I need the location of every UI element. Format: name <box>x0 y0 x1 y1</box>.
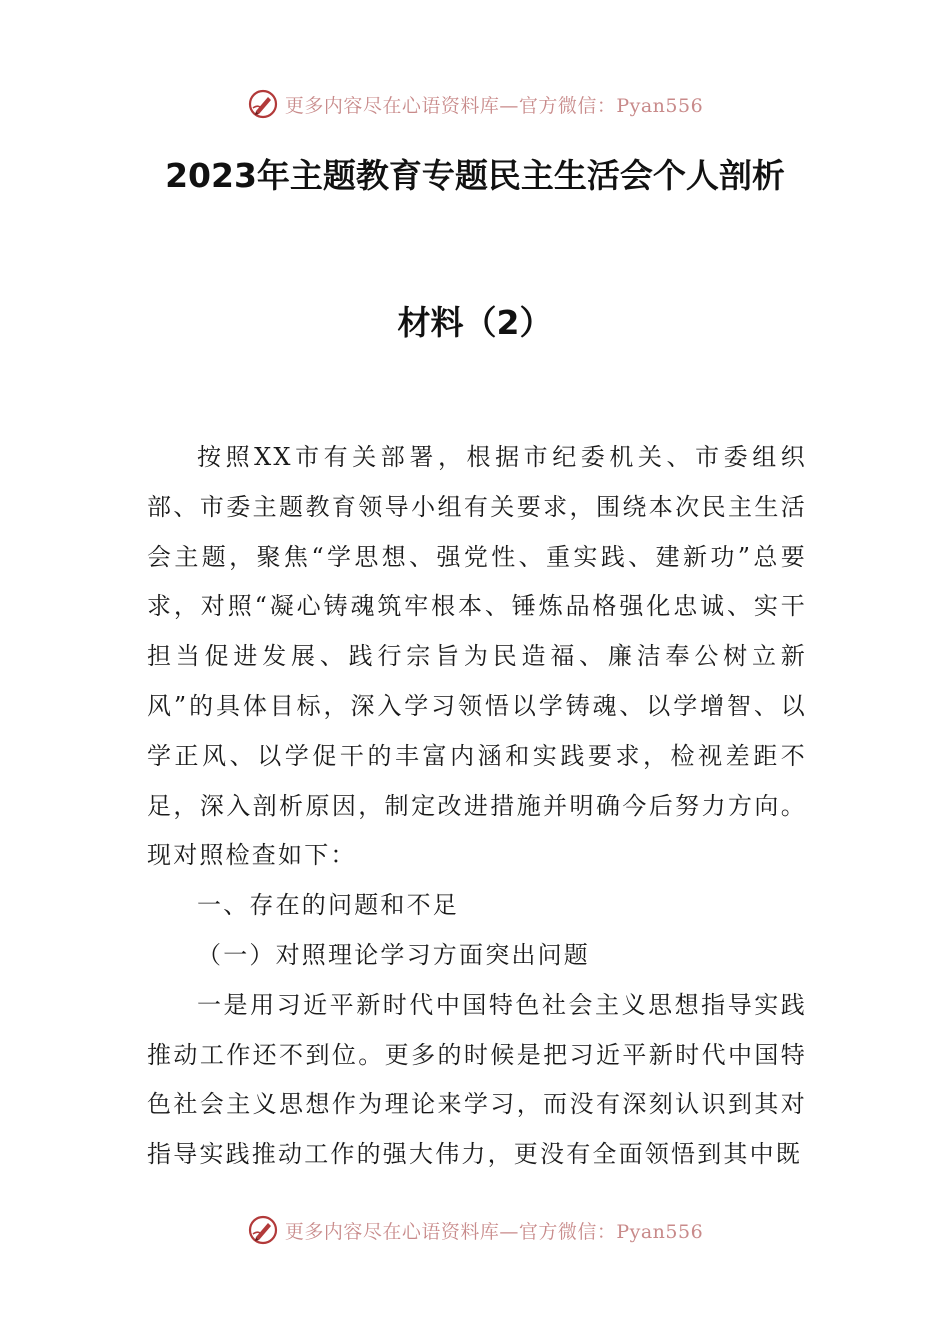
pen-logo-icon <box>247 88 279 120</box>
pen-logo-icon <box>247 1214 279 1246</box>
intro-paragraph: 按照XX市有关部署，根据市纪委机关、市委组织部、市委主题教育领导小组有关要求，围绕本次民主生活会主题，聚焦“学思想、强党性、重实践、建新功”总要求，对照“凝心铸魂筑牢根本、锤炼品格强化忠诚、实干担当促进发展、践行宗旨为民造福、廉洁奉公树立新风”的具体目标，深入学习领悟以学铸魂、以学增智、以学正风、以学促干的丰富内涵和实践要求，检视差距不足，深入剖析原因，制定改进措施并明确今后努力方向。现对照检查如下： <box>147 443 807 870</box>
document-body <box>147 433 807 1180</box>
subsection-heading: （一）对照理论学习方面突出问题 <box>197 940 590 969</box>
document-title-line-2: 材料（2） <box>397 303 553 342</box>
watermark-text: 更多内容尽在心语资料库—官方微信：Pyan556 <box>284 1220 704 1243</box>
footer-watermark <box>0 1210 950 1250</box>
section-heading: 一、存在的问题和不足 <box>197 891 459 920</box>
header-watermark <box>0 84 950 124</box>
body-paragraph: 一是用习近平新时代中国特色社会主义思想指导实践推动工作还不到位。更多的时候是把习近平新时代中国特色社会主义思想作为理论来学习，而没有深刻认识到其对指导实践推动工作的强大伟力，更没有全面领悟到其中既 <box>147 990 807 1169</box>
watermark-text: 更多内容尽在心语资料库—官方微信：Pyan556 <box>284 94 704 117</box>
document-title-line-1: 2023年主题教育专题民主生活会个人剖析 <box>165 156 785 195</box>
